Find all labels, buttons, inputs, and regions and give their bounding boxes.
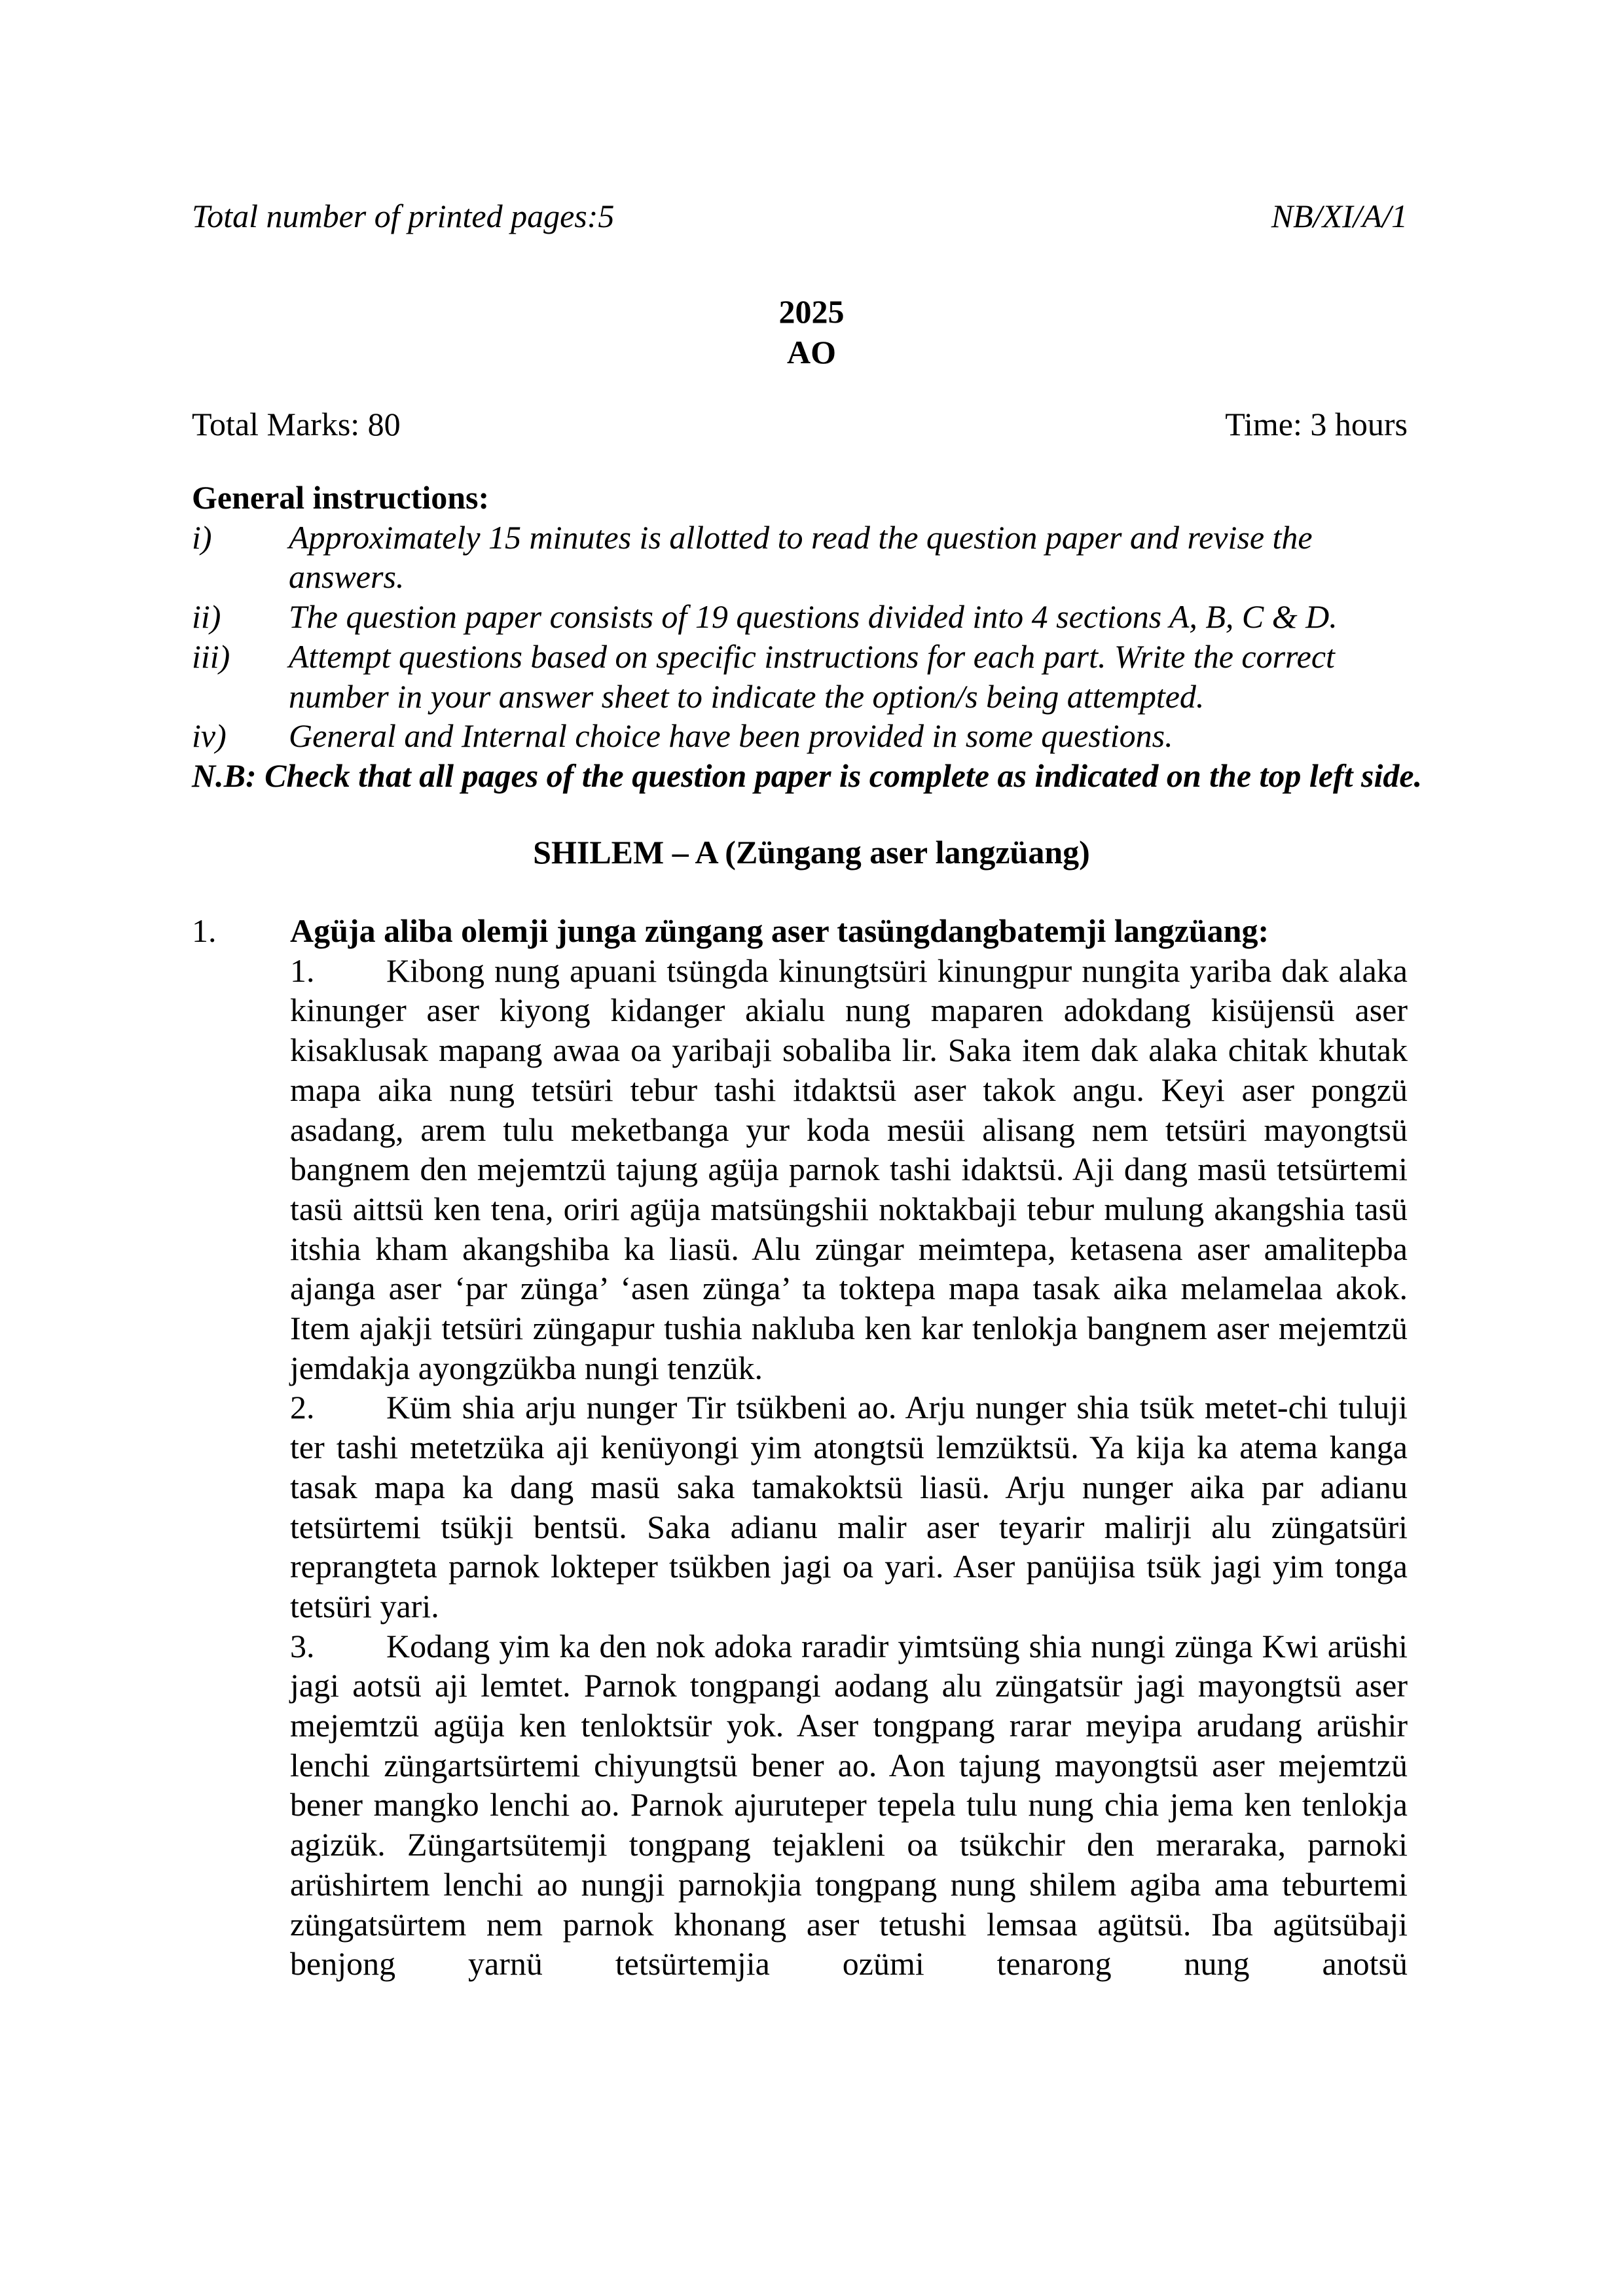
paper-code: NB/XI/A/1 [1271,198,1408,234]
instruction-item [192,518,1408,597]
instruction-num: ii) [192,598,221,636]
exam-year: 2025 [778,293,845,330]
nb-note: N.B: Check that all pages of the question paper is complete as indicated on the top left side. [192,757,1423,794]
passage-number: 3. [290,1627,315,1664]
question-title: Agüja aliba olemji junga züngang aser tasüngdangbatemji langzüang: [290,912,1269,949]
instruction-item [192,597,1408,637]
instruction-text: Attempt questions based on specific instructions for each part. Write the correct number in your answer sheet to indicate the option/s being attempted. [289,637,1335,715]
question-number: 1. [192,912,217,949]
instructions-heading: General instructions: [192,479,490,516]
pages-note: Total number of printed pages:5 [192,198,615,234]
page-header [192,196,1408,236]
passage-text: Kodang yim ka den nok adoka raradir yimtsüng shia nungi zünga Kwi arüshi jagi aotsü aji lemtet. Parnok tongpangi aodang alu züngatsür jagi mayongtsü aser mejemtzü agüja ken tenloktsür yok. Aser tongpang rarar meyipa arudang arüshir lenchi züngartsürtemi chiyungtsü bener ao. Aon tajung mayongtsü aser mejemtzü bener mangko lenchi ao. Parnok ajuruteper tepela tulu nung chia jema ken tenlokja agizük. Züngartsütemji tongpang tejakleni oa tsükchir den meraraka, parnoki arüshirtem lenchi ao nungji parnokjia tongpang nung shilem agiba ama teburtemi züngatsürtem nem parnok khonang aser tetushi lemsaa agütsü. Iba agütsübaji benjong yarnü tetsürtemjia ozümi tenarong nung anotsü [290,1627,1408,1982]
passage-3 [290,1626,1408,1984]
instruction-num: iv) [192,717,227,755]
instruction-text: The question paper consists of 19 questions divided into 4 sections A, B, C & D. [289,598,1338,636]
question-1 [192,911,1408,1984]
passage-text: Küm shia arju nunger Tir tsükbeni ao. Arju nunger shia tsük metet-chi tuluji ter tashi metetzüka aji kenüyongi yim atongtsü lemzüktsü. Ya kija ka atema kanga tasak mapa ka dang masü saka tamakoktsü liasü. Arju nunger aika par adianu tetsürtemi tsükji bentsü. Saka adianu malir aser teyarir malirji alu züngatsüri reprangteta parnok lokteper tsükben jagi oa yari. Aser panüjisa tsük jagi yim tonga tetsüri yari. [290,1389,1408,1624]
passage-2 [290,1388,1408,1626]
instruction-num: i) [192,518,212,556]
general-instructions [192,478,1423,796]
instruction-item [192,716,1408,756]
instruction-text: Approximately 15 minutes is allotted to read the question paper and revise the answers. [289,518,1313,596]
subject-title: AO [787,334,836,370]
passage-number: 1. [290,952,315,989]
section-title: SHILEM – A (Züngang aser langzüang) [533,834,1090,870]
total-marks: Total Marks: 80 [192,406,401,442]
passage-text: Kibong nung apuani tsüngda kinungtsüri kinungpur nungita yariba dak alaka kinunger aser kiyong kidanger akialu nung maparen adokdang kisüjensü aser kisaklusak mapang awaa oa yaribaji sobaliba lir. Saka item dak alaka chitak khutak mapa aika nung tetsüri tebur tashi itdaktsü aser takok angu. Keyi aser pongzü asadang, arem tulu meketbanga yur koda mesüi alisang nem tetsüri mayongtsü bangnem den mejemtzü tajung agüja parnok tashi idaktsü. Aji dang masü tetsürtemi tasü aittsü ken tena, oriri agüja matsüngshii noktakbaji tebur mulung akangshia tasü itshia kham akangshiba ka liasü. Alu züngar meimtepa, ketasena aser amalitepba ajanga aser ‘par zünga’ ‘asen zünga’ ta toktepa mapa tasak aika melamelaa akok. Item ajakji tetsüri züngapur tushia nakluba ken kar tenlokja bangnem aser mejemtzü jemdakja ayongzükba nungi tenzük. [290,952,1408,1386]
instruction-num: iii) [192,637,230,675]
question-header [192,911,1408,951]
instruction-text: General and Internal choice have been provided in some questions. [289,717,1173,755]
marks-time-row [192,404,1408,444]
passage-number: 2. [290,1389,315,1426]
time-allowed: Time: 3 hours [1225,406,1408,442]
passage-1 [290,951,1408,1388]
instruction-item [192,637,1408,716]
